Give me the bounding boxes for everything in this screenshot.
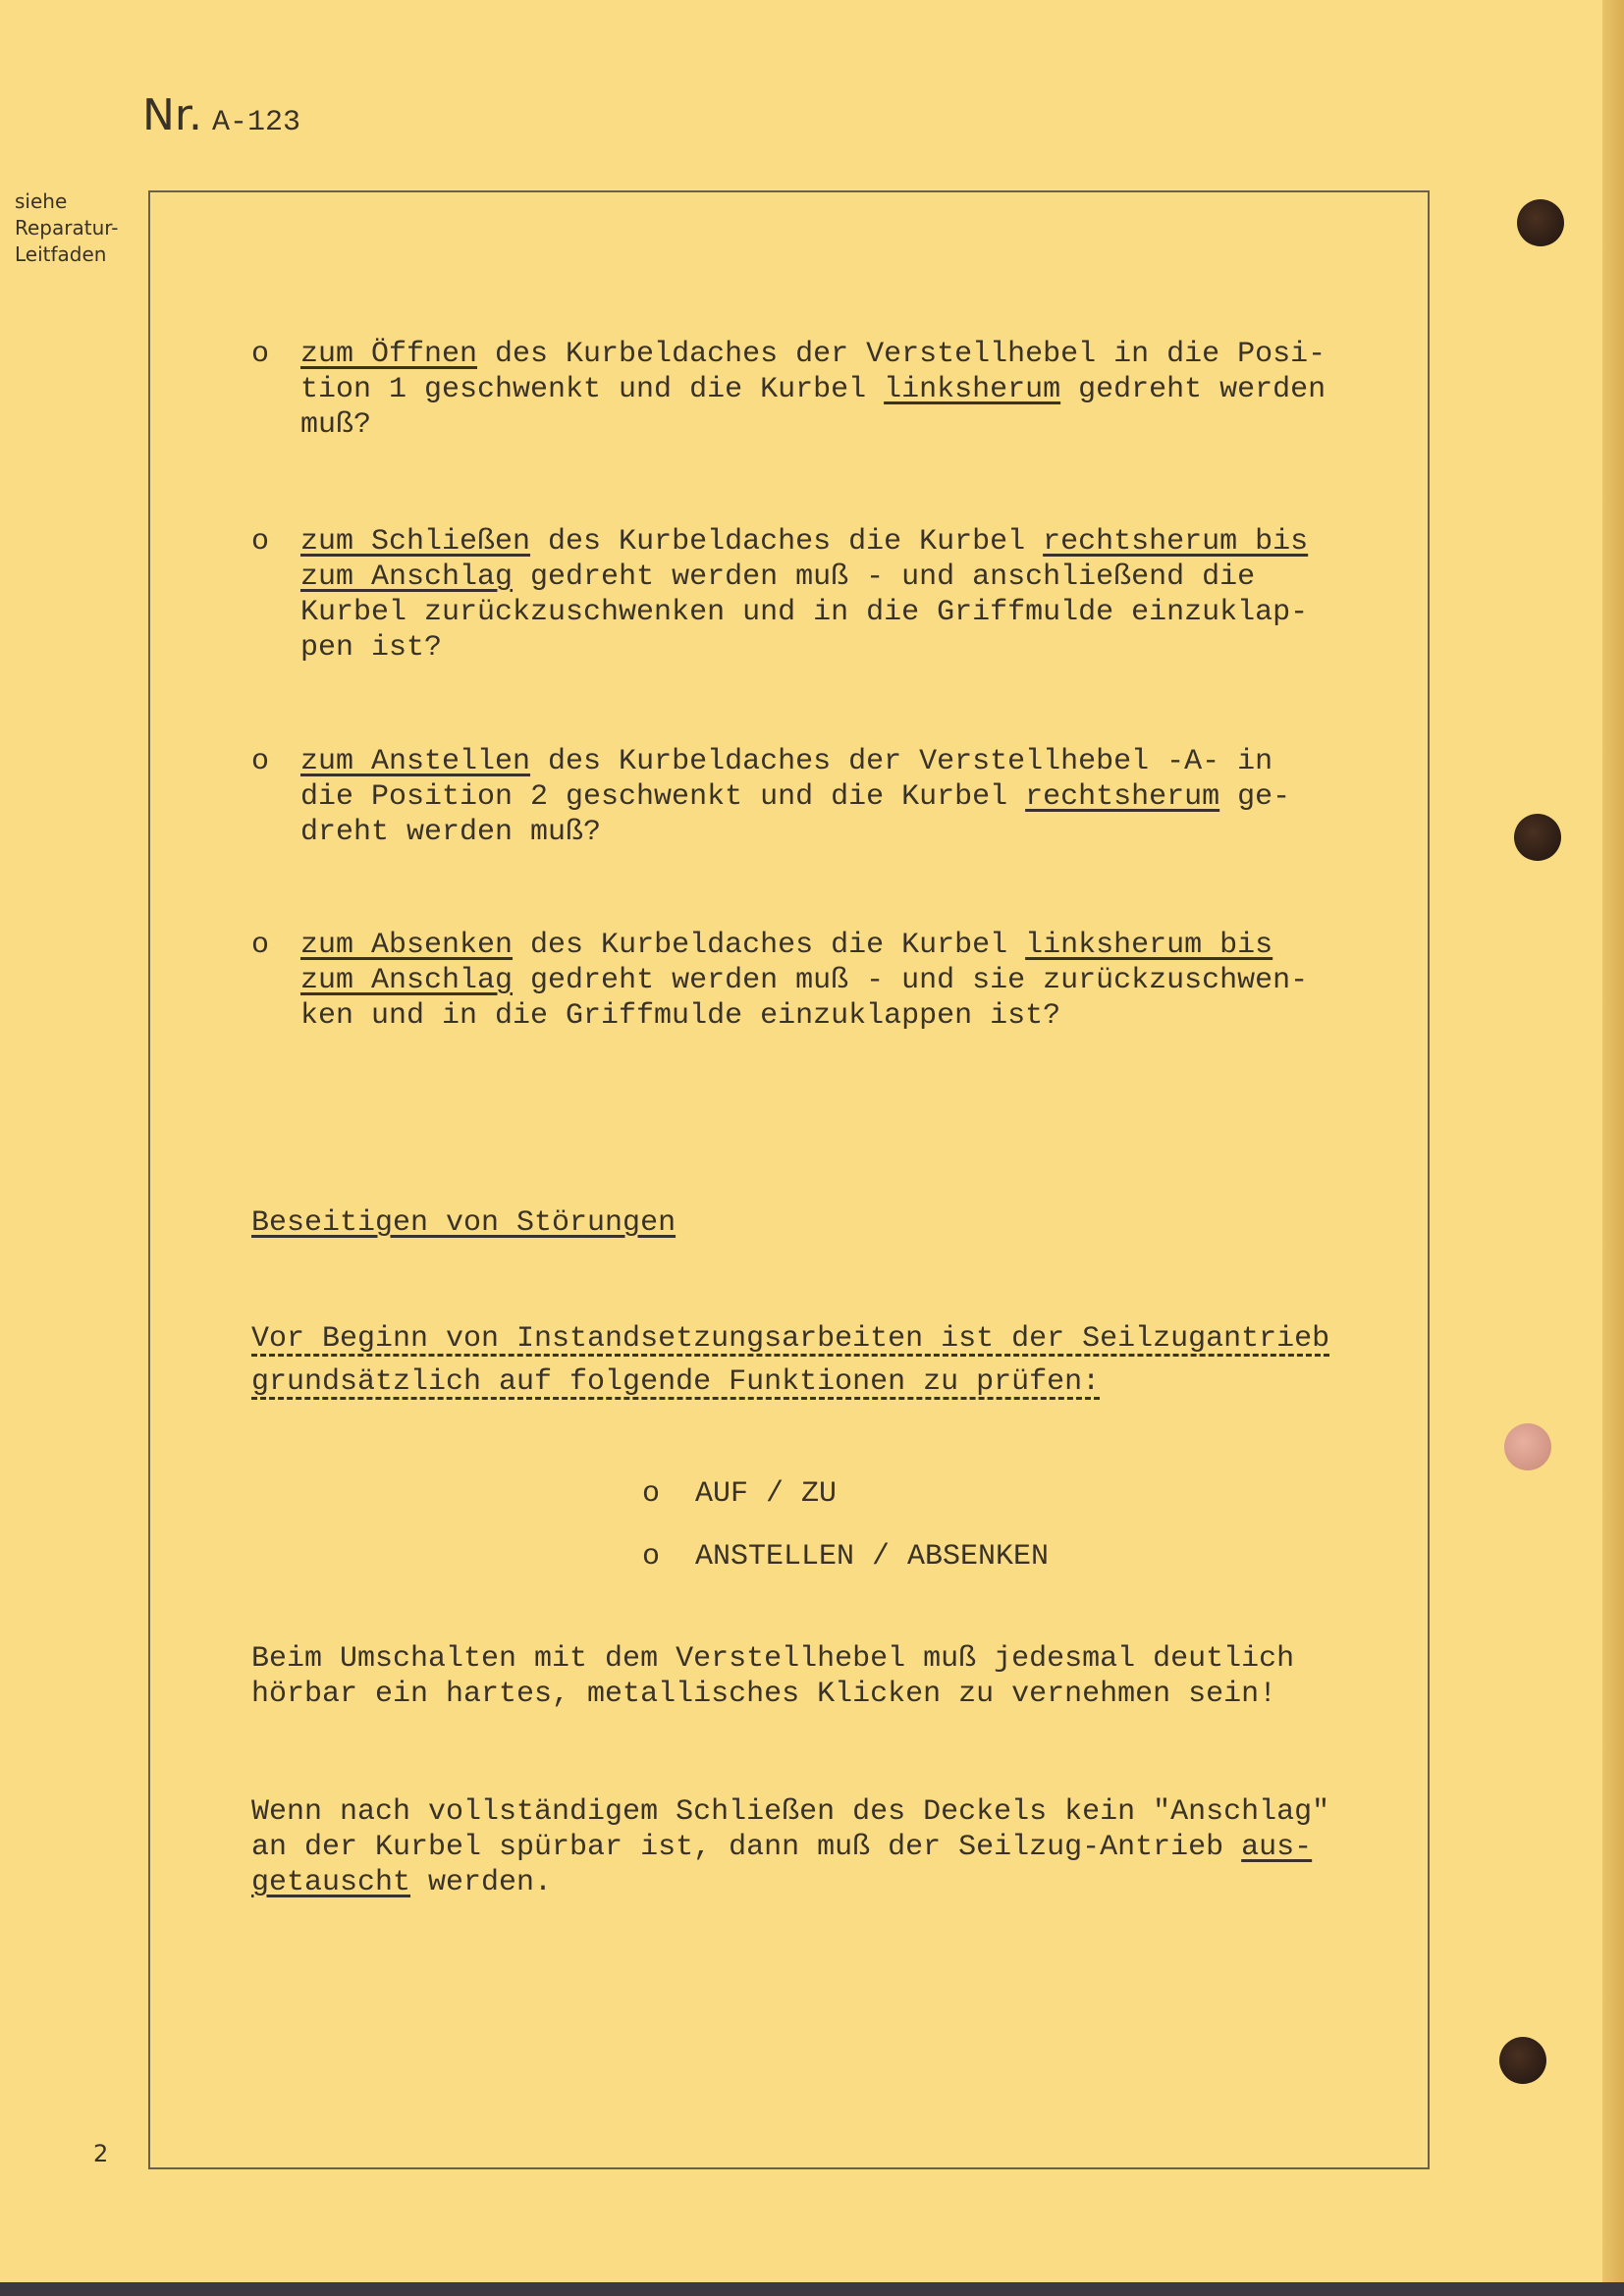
list-item-line: zum Schließen des Kurbeldaches die Kurbel rechtsherum bis bbox=[300, 525, 1309, 559]
list-item-line: dreht werden muß? bbox=[300, 816, 602, 849]
bullet-icon: o bbox=[251, 338, 270, 371]
paragraph-line: hörbar ein hartes, metallisches Klicken zu vernehmen sein! bbox=[251, 1678, 1277, 1711]
side-note-line: Reparatur- bbox=[15, 216, 119, 240]
nr-label: Nr. bbox=[142, 90, 202, 140]
section-heading: Beseitigen von Störungen bbox=[251, 1206, 677, 1240]
list-item-line: tion 1 geschwenkt und die Kurbel linksherum gedreht werden bbox=[300, 373, 1326, 406]
list-item-line: die Position 2 geschwenkt und die Kurbel rechtsherum ge- bbox=[300, 780, 1291, 814]
list-item-line: muß? bbox=[300, 408, 372, 442]
list-item-line: Kurbel zurückzuschwenken und in die Griffmulde einzuklap- bbox=[300, 596, 1309, 629]
list-item-line: zum Absenken des Kurbeldaches die Kurbel linksherum bis bbox=[300, 929, 1273, 962]
nr-value: A-123 bbox=[211, 106, 300, 139]
paragraph-line: Beim Umschalten mit dem Verstellhebel muß jedesmal deutlich bbox=[251, 1642, 1295, 1676]
bullet-icon: o bbox=[642, 1540, 661, 1574]
intro-line: grundsätzlich auf folgende Funktionen zu prüfen: bbox=[251, 1365, 1101, 1399]
side-note bbox=[15, 188, 118, 268]
intro-line: Vor Beginn von Instandsetzungsarbeiten ist der Seilzugantrieb bbox=[251, 1322, 1330, 1356]
page-edge bbox=[1602, 0, 1624, 2296]
bullet-icon: o bbox=[251, 929, 270, 962]
bullet-icon: o bbox=[251, 745, 270, 778]
paragraph-line: getauscht werden. bbox=[251, 1866, 553, 1899]
page-number: 2 bbox=[93, 2140, 109, 2167]
punch-hole bbox=[1514, 814, 1561, 861]
side-note-line: siehe bbox=[15, 189, 68, 213]
list-item-line: zum Öffnen des Kurbeldaches der Verstellhebel in die Posi- bbox=[300, 338, 1326, 371]
punch-hole bbox=[1517, 199, 1564, 246]
list-item-line: zum Anschlag gedreht werden muß - und sie zurückzuschwen- bbox=[300, 964, 1309, 997]
function-item: ANSTELLEN / ABSENKEN bbox=[695, 1540, 1050, 1574]
list-item-line: zum Anschlag gedreht werden muß - und anschließend die bbox=[300, 561, 1256, 594]
punch-hole bbox=[1499, 2037, 1546, 2084]
bullet-icon: o bbox=[251, 525, 270, 559]
function-item: AUF / ZU bbox=[695, 1477, 838, 1511]
document-number bbox=[142, 90, 300, 140]
list-item-line: zum Anstellen des Kurbeldaches der Verstellhebel -A- in bbox=[300, 745, 1273, 778]
paragraph-line: an der Kurbel spürbar ist, dann muß der Seilzug-Antrieb aus- bbox=[251, 1831, 1313, 1864]
paragraph-line: Wenn nach vollständigem Schließen des Deckels kein "Anschlag" bbox=[251, 1795, 1330, 1829]
punch-hole bbox=[1504, 1423, 1551, 1470]
bullet-icon: o bbox=[642, 1477, 661, 1511]
scan-background bbox=[0, 2282, 1624, 2296]
list-item-line: pen ist? bbox=[300, 631, 443, 665]
side-note-line: Leitfaden bbox=[15, 242, 107, 266]
list-item-line: ken und in die Griffmulde einzuklappen ist? bbox=[300, 999, 1061, 1033]
